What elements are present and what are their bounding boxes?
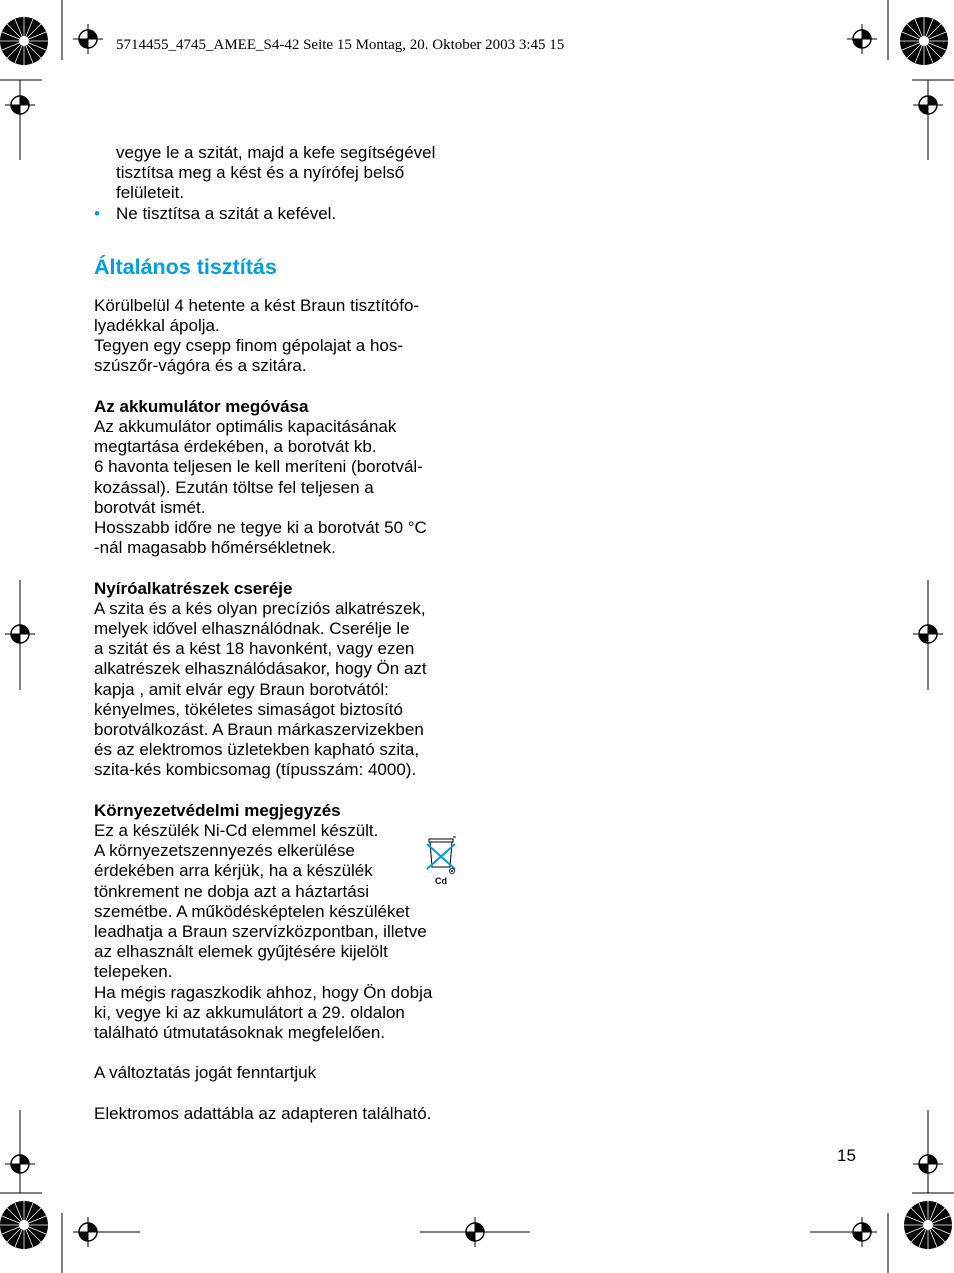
text-line: alkatrészek elhasználódásakor, hogy Ön azt [94, 659, 427, 679]
text-line: szemétbe. A működésképtelen készüléket [94, 901, 410, 921]
rating-note: Elektromos adattábla az adapteren található. [94, 1103, 432, 1123]
text-line: és az elektromos üzletekben kapható szita, [94, 740, 420, 760]
text-line: A környezetszennyezés elkerülése [94, 841, 355, 861]
text-line: A szita és a kés olyan precíziós alkatrészek, [94, 598, 426, 618]
print-header: 5714455_4745_AMEE_S4-42 Seite 15 Montag, 20. Oktober 2003 3:45 15 [116, 37, 565, 53]
bullet-item: • Ne tisztítsa a szitát a kefével. [94, 204, 464, 224]
text-line: borotválkozást. A Braun márkaszervizekben [94, 720, 424, 740]
subheading-environment: Környezetvédelmi megjegyzés [94, 800, 341, 820]
section-heading: Általános tisztítás [94, 254, 277, 279]
bin-label: Cd [435, 876, 447, 886]
text-line: kozással). Ezután töltse fel teljesen a [94, 477, 374, 497]
text-line: ki, vegye ki az akkumulátort a 29. oldalon [94, 1002, 405, 1022]
subheading-battery: Az akkumulátor megóvása [94, 396, 309, 416]
text-line: a szitát és a kést 18 havonként, vagy ezen [94, 639, 415, 659]
text-line: Ez a készülék Ni-Cd elemmel készült. [94, 821, 379, 841]
crossed-bin-icon [423, 833, 459, 887]
continuation-line: felületeit. [116, 183, 185, 203]
text-line: érdekében arra kérjük, ha a készülék [94, 861, 373, 881]
text-line: 6 havonta teljesen le kell meríteni (borotvál- [94, 457, 423, 477]
text-line: szita-kés kombicsomag (típusszám: 4000). [94, 760, 417, 780]
text-line: Tegyen egy csepp finom gépolajat a hos- [94, 336, 404, 356]
text-line: Körülbelül 4 hetente a kést Braun tisztítófo- [94, 295, 420, 315]
text-line: borotvát ismét. [94, 497, 206, 517]
text-line: leadhatja a Braun szervízközpontban, illetve [94, 922, 427, 942]
continuation-line: vegye le a szitát, majd a kefe segítségével [116, 143, 436, 162]
text-line: kapja , amit elvár egy Braun borotvától: [94, 679, 389, 699]
text-line: Az akkumulátor optimális kapacitásának [94, 417, 397, 437]
subheading-parts: Nyíróalkatrészek cseréje [94, 578, 293, 598]
text-line: Hosszabb időre ne tegye ki a borotvát 50 °C [94, 518, 427, 538]
page-content [94, 143, 464, 1124]
text-line: melyek idővel elhasználódnak. Cserélje le [94, 619, 410, 639]
text-line: szúszőr-vágóra és a szitára. [94, 356, 307, 376]
reserve-note: A változtatás jogát fenntartjuk [94, 1063, 317, 1083]
continuation-line: tisztítsa meg a kést és a nyírófej belső [116, 163, 405, 183]
text-line: telepeken. [94, 962, 173, 982]
text-line: Ha mégis ragaszkodik ahhoz, hogy Ön dobja [94, 982, 433, 1002]
text-line: található útmutatásoknak megfelelően. [94, 1023, 386, 1043]
text-line: -nál magasabb hőmérsékletnek. [94, 538, 336, 558]
text-line: tönkrement ne dobja azt a háztartási [94, 881, 369, 901]
text-line: kényelmes, tökéletes simaságot biztosító [94, 699, 403, 719]
text-line: lyadékkal ápolja. [94, 316, 220, 336]
text-line: az elhasznált elemek gyűjtésére kijelölt [94, 942, 388, 962]
text-line: megtartása érdekében, a borotvát kb. [94, 437, 377, 457]
page-number: 15 [837, 1146, 856, 1165]
